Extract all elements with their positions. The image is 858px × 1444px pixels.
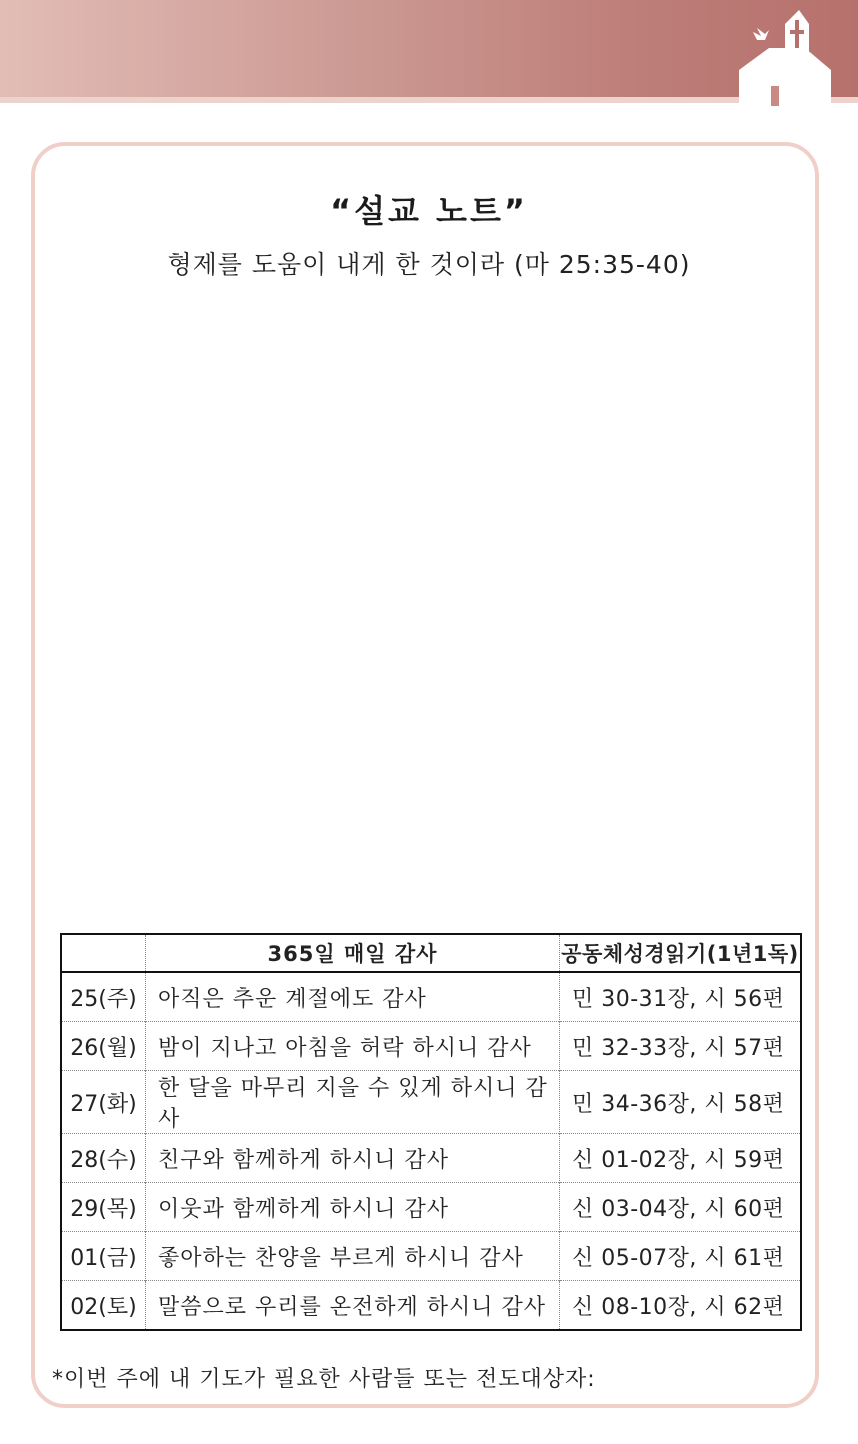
table-row (61, 1183, 801, 1232)
row-day: 29(목) (61, 1183, 146, 1232)
header-reading: 공동체성경읽기(1년1독) (560, 934, 802, 972)
scripture-reference: 형제를 도움이 내게 한 것이라 (마 25:35-40) (167, 250, 691, 279)
row-reading: 신 08-10장, 시 62편 (560, 1281, 802, 1331)
note-title: “설교 노트” (330, 192, 528, 230)
row-reading: 민 34-36장, 시 58편 (560, 1071, 802, 1134)
row-reading: 신 01-02장, 시 59편 (560, 1134, 802, 1183)
header-divider (0, 97, 858, 103)
row-thanks: 말씀으로 우리를 온전하게 하시니 감사 (146, 1281, 560, 1331)
table-row (61, 1071, 801, 1134)
row-day: 01(금) (61, 1232, 146, 1281)
row-reading: 신 03-04장, 시 60편 (560, 1183, 802, 1232)
row-thanks: 친구와 함께하게 하시니 감사 (146, 1134, 560, 1183)
row-thanks: 아직은 추운 계절에도 감사 (146, 972, 560, 1022)
header-day (61, 934, 146, 972)
table-row (61, 1134, 801, 1183)
table-row (61, 1022, 801, 1071)
row-day: 02(토) (61, 1281, 146, 1331)
table-row (61, 1281, 801, 1331)
row-reading: 신 05-07장, 시 61편 (560, 1232, 802, 1281)
gratitude-reading-table (60, 933, 802, 1331)
row-day: 27(화) (61, 1071, 146, 1134)
row-thanks: 이웃과 함께하게 하시니 감사 (146, 1183, 560, 1232)
prayer-list-label: *이번 주에 내 기도가 필요한 사람들 또는 전도대상자: (52, 1367, 596, 1392)
table-header-row (61, 934, 801, 972)
row-thanks: 밤이 지나고 아침을 허락 하시니 감사 (146, 1022, 560, 1071)
row-day: 25(주) (61, 972, 146, 1022)
table-row (61, 972, 801, 1022)
header-thanks: 365일 매일 감사 (146, 934, 560, 972)
header-band (0, 0, 858, 100)
row-day: 28(수) (61, 1134, 146, 1183)
row-reading: 민 32-33장, 시 57편 (560, 1022, 802, 1071)
row-thanks: 좋아하는 찬양을 부르게 하시니 감사 (146, 1232, 560, 1281)
church-icon (735, 6, 833, 106)
row-day: 26(월) (61, 1022, 146, 1071)
row-thanks: 한 달을 마무리 지을 수 있게 하시니 감사 (146, 1071, 560, 1134)
row-reading: 민 30-31장, 시 56편 (572, 986, 785, 1012)
table-row (61, 1232, 801, 1281)
